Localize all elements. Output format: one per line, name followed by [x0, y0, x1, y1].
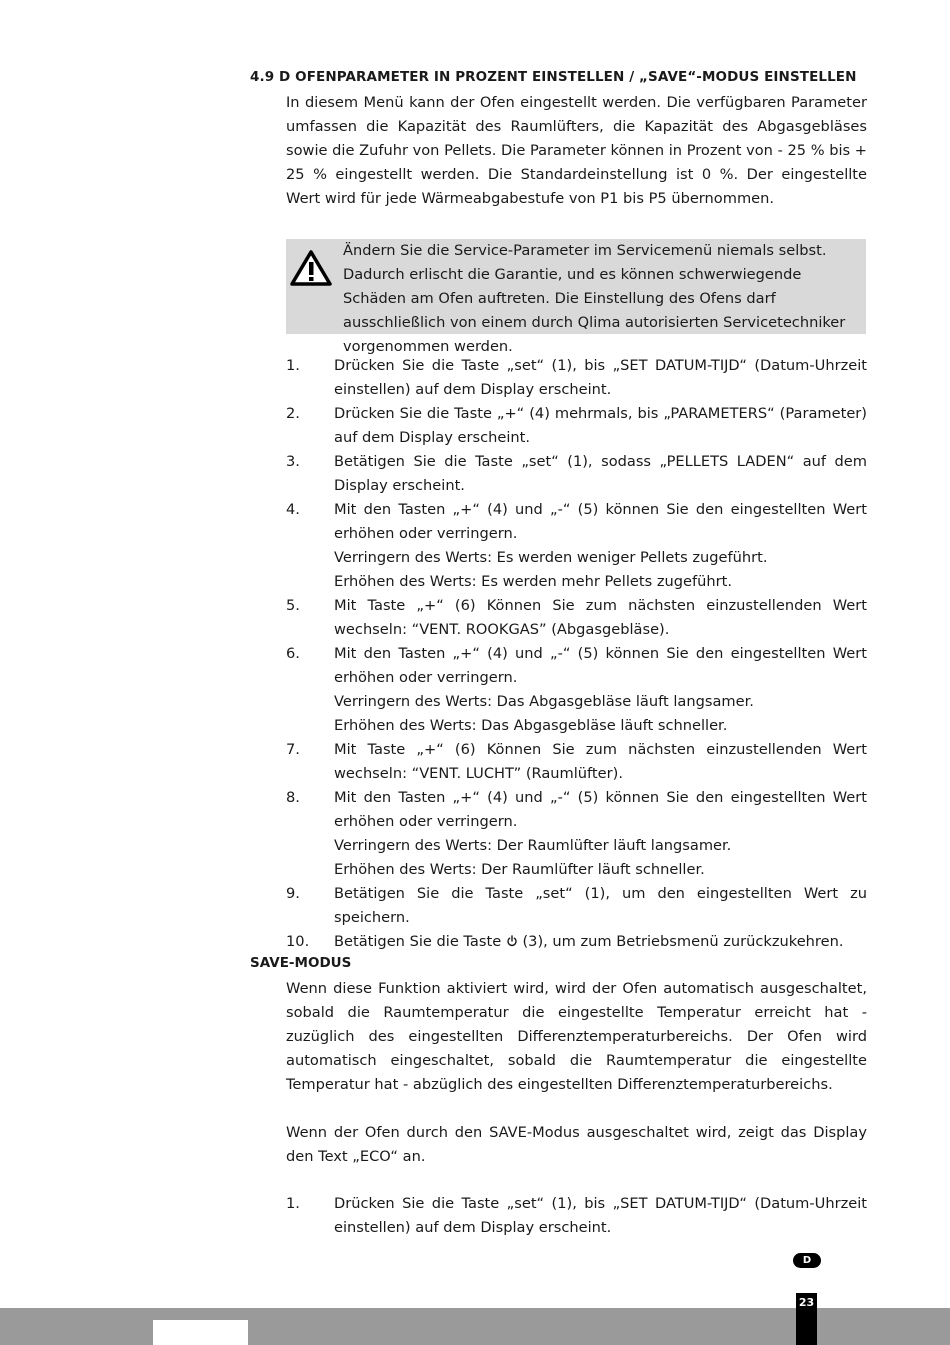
intro-paragraph: In diesem Menü kann der Ofen eingestellt werden. Die verfügbaren Parameter umfassen die Kapazität des Raumlüfters, die Kapazität des Abgasgebläses sowie die Zufuhr von Pellets. Die Parameter können in Prozent von - 25 % bis + 25 % eingestellt werden. Die Standardeinstellung ist 0 %. Der eingestellte Wert wird für jede Wärmeabgabestufe von P1 bis P5 übernommen.: [286, 94, 867, 207]
step-text: Mit den Tasten „+“ (4) und „-“ (5) können Sie den eingestellten Wert erhöhen oder verringern.: [334, 501, 867, 542]
step-number: 4.: [286, 501, 300, 518]
step-number: 1.: [286, 1195, 300, 1212]
save-mode-steps-list: [286, 1192, 867, 1240]
step-number: 9.: [286, 885, 300, 902]
warning-triangle-icon: [290, 249, 332, 287]
section-heading: 4.9 D OFENPARAMETER IN PROZENT EINSTELLEN / „SAVE“-MODUS EINSTELLEN: [250, 69, 857, 85]
list-item: [286, 1192, 867, 1240]
parameter-steps-list: [286, 354, 867, 954]
list-item: [286, 882, 867, 930]
save-mode-paragraph-1: Wenn diese Funktion aktiviert wird, wird der Ofen automatisch ausgeschaltet, sobald die Raumtemperatur die eingestellte Temperatur erreicht hat - zuzüglich des eingestellten Differenztemperaturbereichs. Der Ofen wird automatisch eingeschaltet, sobald die Raumtemperatur die eingestellte Temperatur hat - abzüglich des eingestellten Differenztemperaturbereichs.: [286, 980, 867, 1093]
step-text: Mit Taste „+“ (6) Können Sie zum nächsten einzustellenden Wert wechseln: “VENT. ROOKGAS” (Abgasgebläse).: [334, 597, 867, 638]
step-text: [334, 930, 867, 954]
list-item: [286, 354, 867, 402]
step-text: Mit den Tasten „+“ (4) und „-“ (5) können Sie den eingestellten Wert erhöhen oder verringern.: [334, 789, 867, 830]
step-number: 1.: [286, 357, 300, 374]
list-item: [286, 402, 867, 450]
warning-box: [286, 239, 866, 355]
page-number: 23: [796, 1293, 817, 1345]
step-text: Drücken Sie die Taste „set“ (1), bis „SET DATUM-TIJD“ (Datum-Uhrzeit einstellen) auf dem Display erscheint.: [334, 1195, 867, 1236]
list-item: [286, 738, 867, 786]
step-text-after: (3), um zum Betriebsmenü zurückzukehren.: [522, 933, 844, 950]
step-number: 8.: [286, 789, 300, 806]
step-subtext: Erhöhen des Werts: Es werden mehr Pellets zugeführt.: [334, 573, 732, 590]
step-subtext: Erhöhen des Werts: Das Abgasgebläse läuft schneller.: [334, 717, 728, 734]
list-item: [286, 594, 867, 642]
step-text: Mit Taste „+“ (6) Können Sie zum nächsten einzustellenden Wert wechseln: “VENT. LUCHT” (Raumlüfter).: [334, 741, 867, 782]
save-mode-paragraph-2: Wenn der Ofen durch den SAVE-Modus ausgeschaltet wird, zeigt das Display den Text „ECO“ an.: [286, 1124, 867, 1165]
warning-text: Ändern Sie die Service-Parameter im Servicemenü niemals selbst. Dadurch erlischt die Garantie, und es können schwerwiegende Schäden am Ofen auftreten. Die Einstellung des Ofens darf ausschließlich von einem durch Qlima autorisierten Servicetechniker vorgenommen werden.: [343, 242, 846, 355]
step-number: 2.: [286, 405, 300, 422]
list-item: [286, 930, 867, 954]
save-mode-heading: SAVE-MODUS: [250, 955, 352, 971]
step-text: Drücken Sie die Taste „+“ (4) mehrmals, bis „PARAMETERS“ (Parameter) auf dem Display erscheint.: [334, 405, 867, 446]
step-number: 5.: [286, 597, 300, 614]
language-badge: D: [793, 1253, 821, 1268]
list-item: [286, 498, 867, 594]
step-subtext: Verringern des Werts: Es werden weniger Pellets zugeführt.: [334, 549, 768, 566]
step-text: Drücken Sie die Taste „set“ (1), bis „SET DATUM-TIJD“ (Datum-Uhrzeit einstellen) auf dem Display erscheint.: [334, 357, 867, 398]
footer-white-block: [153, 1320, 248, 1345]
step-number: 6.: [286, 645, 300, 662]
list-item: [286, 450, 867, 498]
list-item: [286, 786, 867, 882]
power-icon: [506, 935, 518, 947]
step-text: Mit den Tasten „+“ (4) und „-“ (5) können Sie den eingestellten Wert erhöhen oder verringern.: [334, 645, 867, 686]
step-number: 7.: [286, 741, 300, 758]
step-number: 3.: [286, 453, 300, 470]
step-text-before: Betätigen Sie die Taste: [334, 933, 502, 950]
step-subtext: Verringern des Werts: Der Raumlüfter läuft langsamer.: [334, 837, 732, 854]
list-item: [286, 642, 867, 738]
step-number: 10.: [286, 933, 310, 950]
step-subtext: Erhöhen des Werts: Der Raumlüfter läuft schneller.: [334, 861, 705, 878]
step-subtext: Verringern des Werts: Das Abgasgebläse läuft langsamer.: [334, 693, 754, 710]
step-text: Betätigen Sie die Taste „set“ (1), um den eingestellten Wert zu speichern.: [334, 885, 867, 926]
step-text: Betätigen Sie die Taste „set“ (1), sodass „PELLETS LADEN“ auf dem Display erscheint.: [334, 453, 867, 494]
